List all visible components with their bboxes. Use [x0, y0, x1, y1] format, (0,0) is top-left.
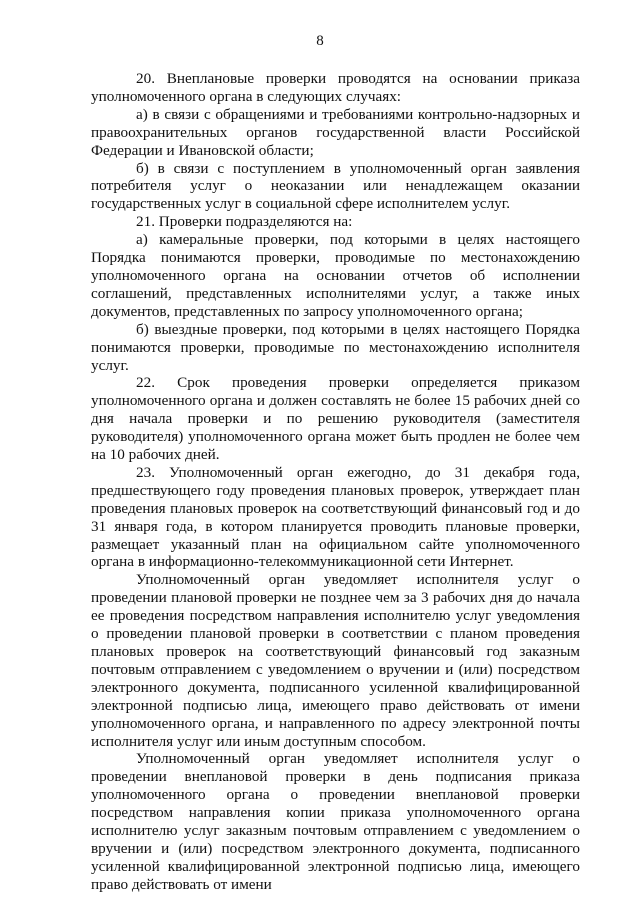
paragraph-21: 21. Проверки подразделяются на: — [136, 213, 353, 231]
paragraph-20: 20. Внеплановые проверки проводятся на основании приказа уполномоченного органа в следующих случаях: — [91, 70, 580, 105]
paragraph-unplanned-notice: Уполномоченный орган уведомляет исполнителя услуг о проведении внеплановой проверки в день подписания приказа уполномоченного органа о проведении внеплановой проверки посредством направления копии приказа уполномоченного органа исполнителю услуг заказным почтовым отправлением с уведомлением о вручении и (или) посредством электронного документа, подписанного усиленной квалифицированной электронной подписью лица, имеющего право действовать от имени — [91, 750, 580, 893]
paragraph-21-a: а) камеральные проверки, под которыми в целях настоящего Порядка понимаются проверки, проводимые по местонахождению уполномоченного органа на основании отчетов об исполнении соглашений, представленных исполнителями услуг, а также иных документов, представленных по запросу уполномоченного органа; — [91, 231, 580, 320]
paragraph-20-b: б) в связи с поступлением в уполномоченный орган заявления потребителя услуг о неоказании или ненадлежащем оказании государственных услуг в социальной сфере исполнителем услуг. — [91, 159, 580, 213]
paragraph-21-b: б) выездные проверки, под которыми в целях настоящего Порядка понимаются проверки, проводимые по местонахождению исполнителя услуг. — [91, 320, 580, 374]
document-body — [91, 70, 580, 894]
paragraph-20-a: а) в связи с обращениями и требованиями контрольно-надзорных и правоохранительных органов государственной власти Российской Федерации и Ивановской области; — [91, 105, 580, 159]
page-number: 8 — [316, 33, 324, 49]
paragraph-22: 22. Срок проведения проверки определяется приказом уполномоченного органа и должен составлять не более 15 рабочих дней со дня начала проверки и по решению руководителя (заместителя руководителя) уполномоченного органа может быть продлен не более чем на 10 рабочих дней. — [91, 374, 580, 464]
paragraph-23: 23. Уполномоченный орган ежегодно, до 31 декабря года, предшествующего году проведения плановых проверок, утверждает план проведения плановых проверок на соответствующий финансовый год и до 31 января года, в котором планируется проводить плановые проверки, размещает указанный план на официальном сайте уполномоченного органа в информационно-телекоммуникационной сети Интернет. — [91, 463, 580, 571]
paragraph-planned-notice: Уполномоченный орган уведомляет исполнителя услуг о проведении плановой проверки не позднее чем за 3 рабочих дня до начала ее проведения посредством направления исполнителю услуг уведомления о проведении плановой проверки в соответствии с планом проведения плановых проверок на соответствующий финансовый год заказным почтовым отправлением с уведомлением о вручении и (или) посредством электронного документа, подписанного усиленной квалифицированной электронной подписью лица, имеющего право действовать от имени уполномоченного органа, и направленного по адресу электронной почты исполнителя услуг или иным доступным способом. — [91, 571, 580, 750]
